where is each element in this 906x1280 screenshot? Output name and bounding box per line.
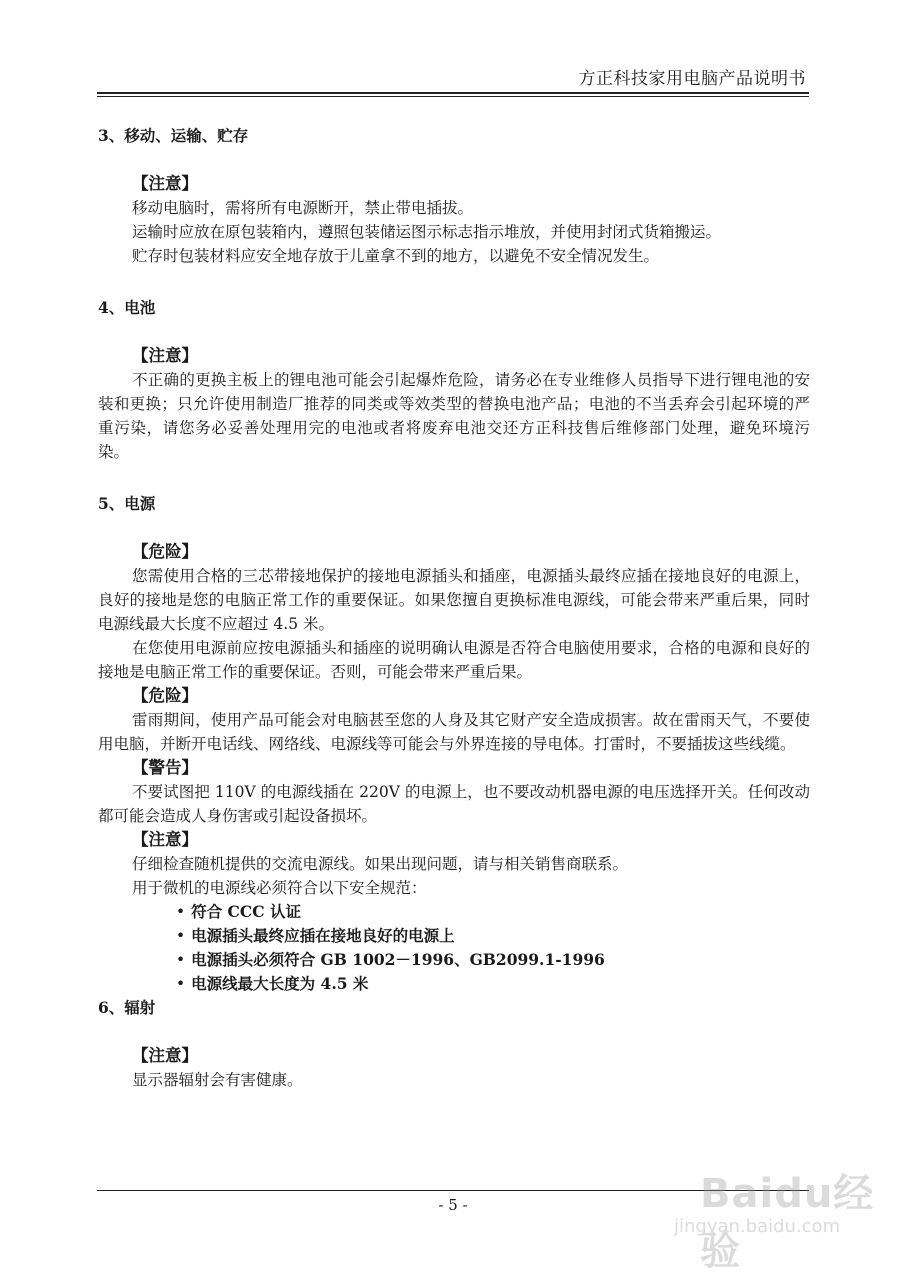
warning-tag: 【警告】 [132,758,198,777]
watermark-brand: Baidu经验 [700,1171,875,1274]
header-title: 方正科技家用电脑产品说明书 [578,69,806,89]
header-rule-thin [97,96,809,97]
danger-tag: 【危险】 [132,542,198,561]
notice-tag: 【注意】 [132,346,198,365]
notice-tag: 【注意】 [132,830,198,849]
section-heading-transport: 3、移动、运输、贮存 [98,126,249,145]
watermark-url: jingyan.baidu.com [674,1216,841,1237]
list-item: • 符合 CCC 认证 [176,900,810,924]
paragraph: 运输时应放在原包装箱内，遵照包装储运图示标志指示堆放，并使用封闭式货箱搬运。 [132,223,722,241]
danger-tag: 【危险】 [132,686,198,705]
paragraph: 您需使用合格的三芯带接地保护的接地电源插头和插座，电源插头最终应插在接地良好的电源上，良好的接地是您的电脑正常工作的重要保证。如果您擅自更换标准电源线，可能会带来严重后果，同时电源线最大长度不应超过 4.5 米。 [98,567,810,633]
section-heading-radiation: 6、辐射 [98,998,156,1017]
notice-tag: 【注意】 [132,1046,198,1065]
paragraph: 在您使用电源前应按电源插头和插座的说明确认电源是否符合电脑使用要求，合格的电源和良好的接地是电脑正常工作的重要保证。否则，可能会带来严重后果。 [98,639,810,681]
list-item: • 电源插头必须符合 GB 1002－1996、GB2099.1-1996 [176,948,810,972]
list-item: • 电源线最大长度为 4.5 米 [176,972,810,996]
baidu-watermark [664,1148,884,1274]
paragraph: 不要试图把 110V 的电源线插在 220V 的电源上，也不要改动机器电源的电压选择开关。任何改动都可能会造成人身伤害或引起设备损坏。 [98,783,810,825]
document-body [98,124,810,1092]
paragraph: 贮存时包装材料应安全地存放于儿童拿不到的地方，以避免不安全情况发生。 [132,247,660,265]
paragraph: 雷雨期间，使用产品可能会对电脑甚至您的人身及其它财产安全造成损害。故在雷雨天气，不要使用电脑，并断开电话线、网络线、电源线等可能会与外界连接的导电体。打雷时，不要插拔这些线缆。 [98,711,810,753]
paragraph: 显示器辐射会有害健康。 [132,1071,303,1089]
paragraph: 不正确的更换主板上的锂电池可能会引起爆炸危险，请务必在专业维修人员指导下进行锂电池的安装和更换；只允许使用制造厂推荐的同类或等效类型的替换电池产品；电池的不当丢弃会引起环境的严重污染，请您务必妥善处理用完的电池或者将废弃电池交还方正科技售后维修部门处理，避免环境污染。 [98,371,810,461]
section-heading-battery: 4、电池 [98,298,156,317]
section-heading-power: 5、电源 [98,494,156,513]
paragraph: 移动电脑时，需将所有电源断开，禁止带电插拔。 [132,199,474,217]
header-rule [97,92,809,94]
list-item: • 电源插头最终应插在接地良好的电源上 [176,924,810,948]
paragraph: 仔细检查随机提供的交流电源线。如果出现问题，请与相关销售商联系。 [132,855,629,873]
notice-tag: 【注意】 [132,174,198,193]
paragraph: 用于微机的电源线必须符合以下安全规范： [132,879,427,897]
requirements-list [98,900,810,996]
page-number: - 5 - [438,1196,468,1214]
